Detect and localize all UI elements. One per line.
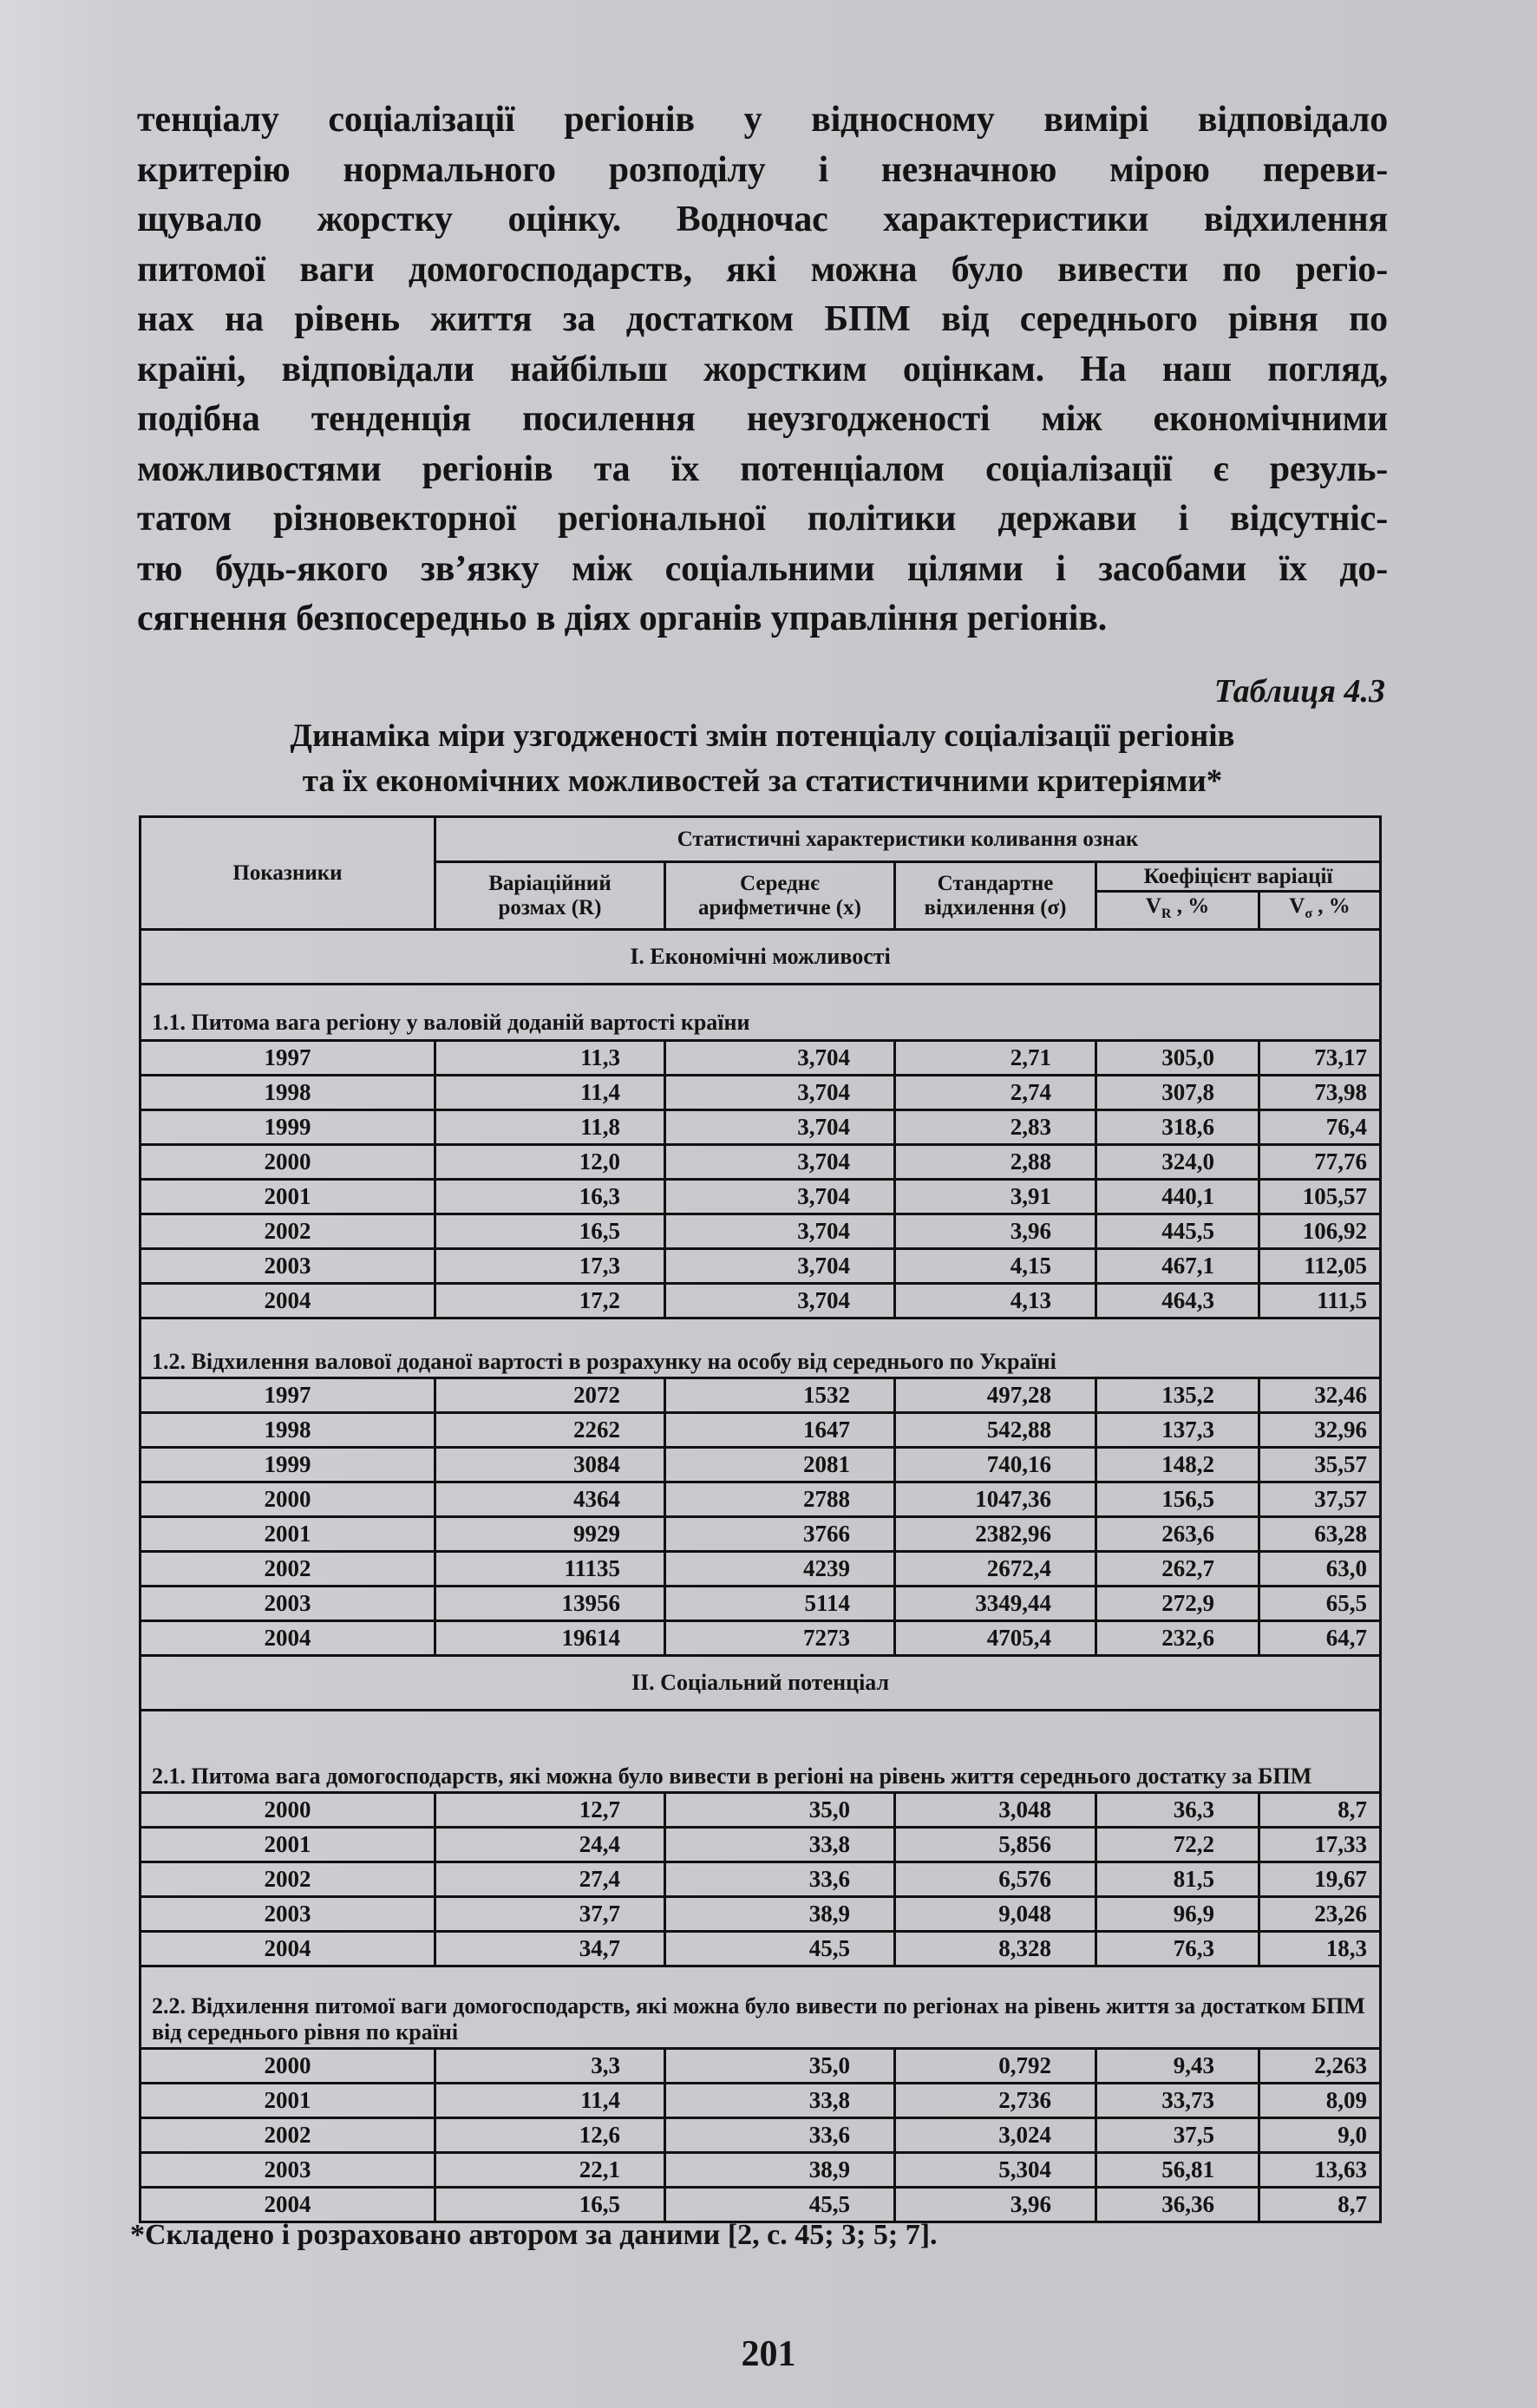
cell-vsigma: 77,76 bbox=[1259, 1145, 1381, 1180]
subsection-heading: 1.2. Відхилення валової доданої вартості в розрахунку на особу від середнього по Україні bbox=[141, 1319, 1381, 1378]
table-row bbox=[141, 1828, 1381, 1862]
cell-vsigma: 106,92 bbox=[1259, 1214, 1381, 1249]
cell-range: 11,4 bbox=[435, 1076, 665, 1110]
cell-range: 13956 bbox=[435, 1587, 665, 1621]
cell-year: 2003 bbox=[141, 1897, 435, 1932]
cell-std: 2,736 bbox=[895, 2084, 1096, 2118]
cell-vr: 36,36 bbox=[1096, 2188, 1259, 2222]
cell-mean: 3,704 bbox=[665, 1180, 895, 1214]
cell-std: 0,792 bbox=[895, 2049, 1096, 2084]
cell-std: 9,048 bbox=[895, 1897, 1096, 1932]
cell-mean: 38,9 bbox=[665, 2153, 895, 2188]
table-row bbox=[141, 1076, 1381, 1110]
text-line: питомої ваги домогосподарств, які можна було вивести по регіо- bbox=[137, 249, 1388, 290]
cell-std: 2,71 bbox=[895, 1041, 1096, 1076]
cell-vr: 305,0 bbox=[1096, 1041, 1259, 1076]
cell-range: 27,4 bbox=[435, 1862, 665, 1897]
text-line: щувало жорстку оцінку. Водночас характеристики відхилення bbox=[137, 200, 1388, 239]
cell-mean: 3,704 bbox=[665, 1249, 895, 1284]
text-line: татом різновекторної регіональної політики держави і відсутніс- bbox=[137, 499, 1388, 539]
cell-vsigma: 8,7 bbox=[1259, 1793, 1381, 1828]
text-line: можливостями регіонів та їх потенціалом соціалізації є резуль- bbox=[137, 448, 1388, 489]
cell-vsigma: 73,98 bbox=[1259, 1076, 1381, 1110]
cell-std: 4705,4 bbox=[895, 1621, 1096, 1656]
cell-std: 3,048 bbox=[895, 1793, 1096, 1828]
table-row bbox=[141, 1897, 1381, 1932]
cell-vr: 440,1 bbox=[1096, 1180, 1259, 1214]
cell-std: 740,16 bbox=[895, 1448, 1096, 1482]
cell-vr: 467,1 bbox=[1096, 1249, 1259, 1284]
table-row bbox=[141, 2188, 1381, 2222]
cell-range: 12,0 bbox=[435, 1145, 665, 1180]
text-line: критерію нормального розподілу і незначною мірою переви- bbox=[137, 149, 1388, 190]
cell-vr: 96,9 bbox=[1096, 1897, 1259, 1932]
table-row bbox=[141, 1621, 1381, 1656]
table-row bbox=[141, 1793, 1381, 1828]
cell-std: 3,96 bbox=[895, 2188, 1096, 2222]
table-row bbox=[141, 1214, 1381, 1249]
table-row bbox=[141, 1284, 1381, 1319]
cell-range: 3,3 bbox=[435, 2049, 665, 2084]
cell-year: 1999 bbox=[141, 1448, 435, 1482]
cell-vsigma: 13,63 bbox=[1259, 2153, 1381, 2188]
cell-vsigma: 2,263 bbox=[1259, 2049, 1381, 2084]
table-row bbox=[141, 1041, 1381, 1076]
cell-vsigma: 63,0 bbox=[1259, 1552, 1381, 1587]
table-row bbox=[141, 1517, 1381, 1552]
cell-mean: 38,9 bbox=[665, 1897, 895, 1932]
table-row bbox=[141, 1110, 1381, 1145]
table-title-line-2: та їх економічних можливостей за статистичними критеріями* bbox=[302, 763, 1223, 799]
cell-mean: 33,6 bbox=[665, 1862, 895, 1897]
table-row bbox=[141, 1448, 1381, 1482]
cell-range: 2072 bbox=[435, 1378, 665, 1413]
header-indicators: Показники bbox=[141, 817, 435, 930]
cell-year: 2001 bbox=[141, 1180, 435, 1214]
table-row bbox=[141, 1180, 1381, 1214]
cell-vsigma: 8,09 bbox=[1259, 2084, 1381, 2118]
cell-std: 2382,96 bbox=[895, 1517, 1096, 1552]
cell-vsigma: 32,46 bbox=[1259, 1378, 1381, 1413]
table-row bbox=[141, 1249, 1381, 1284]
cell-mean: 4239 bbox=[665, 1552, 895, 1587]
cell-vr: 156,5 bbox=[1096, 1482, 1259, 1517]
cell-vr: 72,2 bbox=[1096, 1828, 1259, 1862]
cell-std: 3,024 bbox=[895, 2118, 1096, 2153]
cell-range: 19614 bbox=[435, 1621, 665, 1656]
cell-range: 22,1 bbox=[435, 2153, 665, 2188]
table-label: Таблиця 4.3 bbox=[1213, 673, 1385, 710]
cell-mean: 7273 bbox=[665, 1621, 895, 1656]
cell-mean: 1532 bbox=[665, 1378, 895, 1413]
cell-year: 2000 bbox=[141, 1145, 435, 1180]
cell-std: 2,88 bbox=[895, 1145, 1096, 1180]
text-line: подібна тенденція посилення неузгодженості між економічними bbox=[137, 399, 1388, 439]
cell-vsigma: 19,67 bbox=[1259, 1862, 1381, 1897]
cell-vsigma: 64,7 bbox=[1259, 1621, 1381, 1656]
cell-year: 2004 bbox=[141, 1284, 435, 1319]
text-line: країні, відповідали найбільш жорстким оцінкам. На наш погляд, bbox=[137, 349, 1388, 389]
cell-range: 11135 bbox=[435, 1552, 665, 1587]
cell-std: 3349,44 bbox=[895, 1587, 1096, 1621]
table-row bbox=[141, 1587, 1381, 1621]
cell-vr: 36,3 bbox=[1096, 1793, 1259, 1828]
cell-vr: 464,3 bbox=[1096, 1284, 1259, 1319]
cell-std: 3,96 bbox=[895, 1214, 1096, 1249]
cell-year: 1997 bbox=[141, 1041, 435, 1076]
subsection-heading: 1.1. Питома вага регіону у валовій доданій вартості країни bbox=[141, 985, 1381, 1041]
cell-vr: 307,8 bbox=[1096, 1076, 1259, 1110]
cell-std: 8,328 bbox=[895, 1932, 1096, 1966]
cell-mean: 3,704 bbox=[665, 1214, 895, 1249]
cell-mean: 3,704 bbox=[665, 1145, 895, 1180]
cell-year: 2001 bbox=[141, 1517, 435, 1552]
cell-year: 2001 bbox=[141, 2084, 435, 2118]
cell-range: 11,4 bbox=[435, 2084, 665, 2118]
cell-vr: 318,6 bbox=[1096, 1110, 1259, 1145]
cell-vsigma: 23,26 bbox=[1259, 1897, 1381, 1932]
cell-year: 1999 bbox=[141, 1110, 435, 1145]
cell-std: 497,28 bbox=[895, 1378, 1096, 1413]
cell-vsigma: 112,05 bbox=[1259, 1249, 1381, 1284]
cell-vsigma: 76,4 bbox=[1259, 1110, 1381, 1145]
cell-vsigma: 35,57 bbox=[1259, 1448, 1381, 1482]
cell-mean: 1647 bbox=[665, 1413, 895, 1448]
table-row bbox=[141, 1482, 1381, 1517]
cell-std: 4,15 bbox=[895, 1249, 1096, 1284]
cell-range: 16,5 bbox=[435, 1214, 665, 1249]
cell-vr: 9,43 bbox=[1096, 2049, 1259, 2084]
cell-mean: 3766 bbox=[665, 1517, 895, 1552]
cell-vsigma: 9,0 bbox=[1259, 2118, 1381, 2153]
cell-vr: 324,0 bbox=[1096, 1145, 1259, 1180]
cell-year: 1998 bbox=[141, 1413, 435, 1448]
cell-mean: 45,5 bbox=[665, 2188, 895, 2222]
cell-mean: 5114 bbox=[665, 1587, 895, 1621]
cell-year: 2003 bbox=[141, 2153, 435, 2188]
cell-range: 17,2 bbox=[435, 1284, 665, 1319]
cell-std: 5,304 bbox=[895, 2153, 1096, 2188]
cell-range: 2262 bbox=[435, 1413, 665, 1448]
cell-vsigma: 32,96 bbox=[1259, 1413, 1381, 1448]
text-line: сягнення безпосередньо в діях органів управління регіонів. bbox=[137, 599, 1107, 638]
header-group: Статистичні характеристики коливання ознак bbox=[435, 817, 1381, 862]
header-std: Стандартне відхилення (σ) bbox=[895, 862, 1096, 930]
page-number: 201 bbox=[741, 2334, 796, 2374]
cell-std: 4,13 bbox=[895, 1284, 1096, 1319]
cell-year: 2003 bbox=[141, 1249, 435, 1284]
cell-year: 2002 bbox=[141, 2118, 435, 2153]
cell-range: 16,3 bbox=[435, 1180, 665, 1214]
section-heading: II. Соціальний потенціал bbox=[141, 1656, 1381, 1711]
cell-mean: 45,5 bbox=[665, 1932, 895, 1966]
cell-range: 16,5 bbox=[435, 2188, 665, 2222]
cell-year: 2001 bbox=[141, 1828, 435, 1862]
cell-range: 4364 bbox=[435, 1482, 665, 1517]
cell-year: 2002 bbox=[141, 1552, 435, 1587]
cell-year: 2002 bbox=[141, 1862, 435, 1897]
cell-std: 5,856 bbox=[895, 1828, 1096, 1862]
header-mean: Середнє арифметичне (x) bbox=[665, 862, 895, 930]
cell-year: 2000 bbox=[141, 1482, 435, 1517]
cell-vr: 33,73 bbox=[1096, 2084, 1259, 2118]
cell-year: 2003 bbox=[141, 1587, 435, 1621]
cell-range: 12,6 bbox=[435, 2118, 665, 2153]
header-vsigma: $V_\sigma$ , % bbox=[1259, 892, 1381, 930]
cell-vsigma: 105,57 bbox=[1259, 1180, 1381, 1214]
table-title-line-1: Динаміка міри узгодженості змін потенціалу соціалізації регіонів bbox=[290, 718, 1235, 754]
table-row bbox=[141, 1552, 1381, 1587]
table-row bbox=[141, 1413, 1381, 1448]
cell-vsigma: 8,7 bbox=[1259, 2188, 1381, 2222]
text-line: тю будь-якого зв’язку між соціальними цілями і засобами їх до- bbox=[137, 548, 1388, 589]
cell-std: 2672,4 bbox=[895, 1552, 1096, 1587]
cell-vsigma: 18,3 bbox=[1259, 1932, 1381, 1966]
cell-mean: 33,8 bbox=[665, 2084, 895, 2118]
header-range: Варіаційний розмах (R) bbox=[435, 862, 665, 930]
cell-year: 2000 bbox=[141, 2049, 435, 2084]
header-cv: Коефіцієнт варіації bbox=[1096, 862, 1381, 892]
header-vr: $V_R$ , % bbox=[1096, 892, 1259, 930]
table-row bbox=[141, 1932, 1381, 1966]
cell-vr: 232,6 bbox=[1096, 1621, 1259, 1656]
cell-std: 3,91 bbox=[895, 1180, 1096, 1214]
cell-vr: 445,5 bbox=[1096, 1214, 1259, 1249]
cell-vr: 263,6 bbox=[1096, 1517, 1259, 1552]
subsection-heading: 2.1. Питома вага домогосподарств, які можна було вивести в регіоні на рівень життя середнього достатку за БПМ bbox=[141, 1711, 1381, 1793]
cell-year: 2004 bbox=[141, 2188, 435, 2222]
table-row bbox=[141, 1862, 1381, 1897]
cell-range: 37,7 bbox=[435, 1897, 665, 1932]
text-line: тенціалу соціалізації регіонів у відносному вимірі відповідало bbox=[137, 100, 1388, 140]
cell-mean: 35,0 bbox=[665, 2049, 895, 2084]
table-footnote: *Складено і розраховано автором за даними [2, с. 45; 3; 5; 7]. bbox=[130, 2219, 938, 2251]
cell-year: 2000 bbox=[141, 1793, 435, 1828]
cell-mean: 3,704 bbox=[665, 1110, 895, 1145]
body-paragraph bbox=[137, 95, 1388, 645]
cell-vr: 262,7 bbox=[1096, 1552, 1259, 1587]
cell-range: 12,7 bbox=[435, 1793, 665, 1828]
cell-range: 9929 bbox=[435, 1517, 665, 1552]
cell-vsigma: 73,17 bbox=[1259, 1041, 1381, 1076]
table-row bbox=[141, 1378, 1381, 1413]
cell-mean: 3,704 bbox=[665, 1041, 895, 1076]
cell-vsigma: 65,5 bbox=[1259, 1587, 1381, 1621]
cell-std: 542,88 bbox=[895, 1413, 1096, 1448]
cell-vr: 148,2 bbox=[1096, 1448, 1259, 1482]
table-row bbox=[141, 2118, 1381, 2153]
subsection-heading: 2.2. Відхилення питомої ваги домогосподарств, які можна було вивести по регіонах на рівень життя за достатком БПМ від середнього рівня по країні bbox=[141, 1966, 1381, 2049]
cell-range: 17,3 bbox=[435, 1249, 665, 1284]
cell-vsigma: 37,57 bbox=[1259, 1482, 1381, 1517]
table-row bbox=[141, 2084, 1381, 2118]
cell-year: 1998 bbox=[141, 1076, 435, 1110]
cell-year: 2002 bbox=[141, 1214, 435, 1249]
cell-range: 24,4 bbox=[435, 1828, 665, 1862]
cell-range: 11,8 bbox=[435, 1110, 665, 1145]
cell-range: 3084 bbox=[435, 1448, 665, 1482]
cell-year: 2004 bbox=[141, 1621, 435, 1656]
cell-vr: 37,5 bbox=[1096, 2118, 1259, 2153]
cell-vr: 76,3 bbox=[1096, 1932, 1259, 1966]
table-row bbox=[141, 1145, 1381, 1180]
table-row bbox=[141, 2153, 1381, 2188]
cell-mean: 35,0 bbox=[665, 1793, 895, 1828]
cell-mean: 3,704 bbox=[665, 1076, 895, 1110]
cell-vr: 135,2 bbox=[1096, 1378, 1259, 1413]
cell-std: 2,74 bbox=[895, 1076, 1096, 1110]
cell-vr: 137,3 bbox=[1096, 1413, 1259, 1448]
cell-mean: 33,8 bbox=[665, 1828, 895, 1862]
cell-vsigma: 63,28 bbox=[1259, 1517, 1381, 1552]
cell-range: 34,7 bbox=[435, 1932, 665, 1966]
cell-std: 1047,36 bbox=[895, 1482, 1096, 1517]
section-heading: I. Економічні можливості bbox=[141, 930, 1381, 985]
cell-mean: 33,6 bbox=[665, 2118, 895, 2153]
cell-std: 6,576 bbox=[895, 1862, 1096, 1897]
table-row bbox=[141, 2049, 1381, 2084]
cell-year: 1997 bbox=[141, 1378, 435, 1413]
cell-vr: 81,5 bbox=[1096, 1862, 1259, 1897]
cell-vr: 56,81 bbox=[1096, 2153, 1259, 2188]
cell-mean: 3,704 bbox=[665, 1284, 895, 1319]
cell-vsigma: 17,33 bbox=[1259, 1828, 1381, 1862]
text-line: нах на рівень життя за достатком БПМ від середнього рівня по bbox=[137, 299, 1388, 339]
cell-std: 2,83 bbox=[895, 1110, 1096, 1145]
cell-vr: 272,9 bbox=[1096, 1587, 1259, 1621]
cell-year: 2004 bbox=[141, 1932, 435, 1966]
cell-mean: 2081 bbox=[665, 1448, 895, 1482]
statistics-table bbox=[139, 815, 1382, 2223]
cell-mean: 2788 bbox=[665, 1482, 895, 1517]
cell-range: 11,3 bbox=[435, 1041, 665, 1076]
table-title bbox=[137, 714, 1388, 804]
cell-vsigma: 111,5 bbox=[1259, 1284, 1381, 1319]
